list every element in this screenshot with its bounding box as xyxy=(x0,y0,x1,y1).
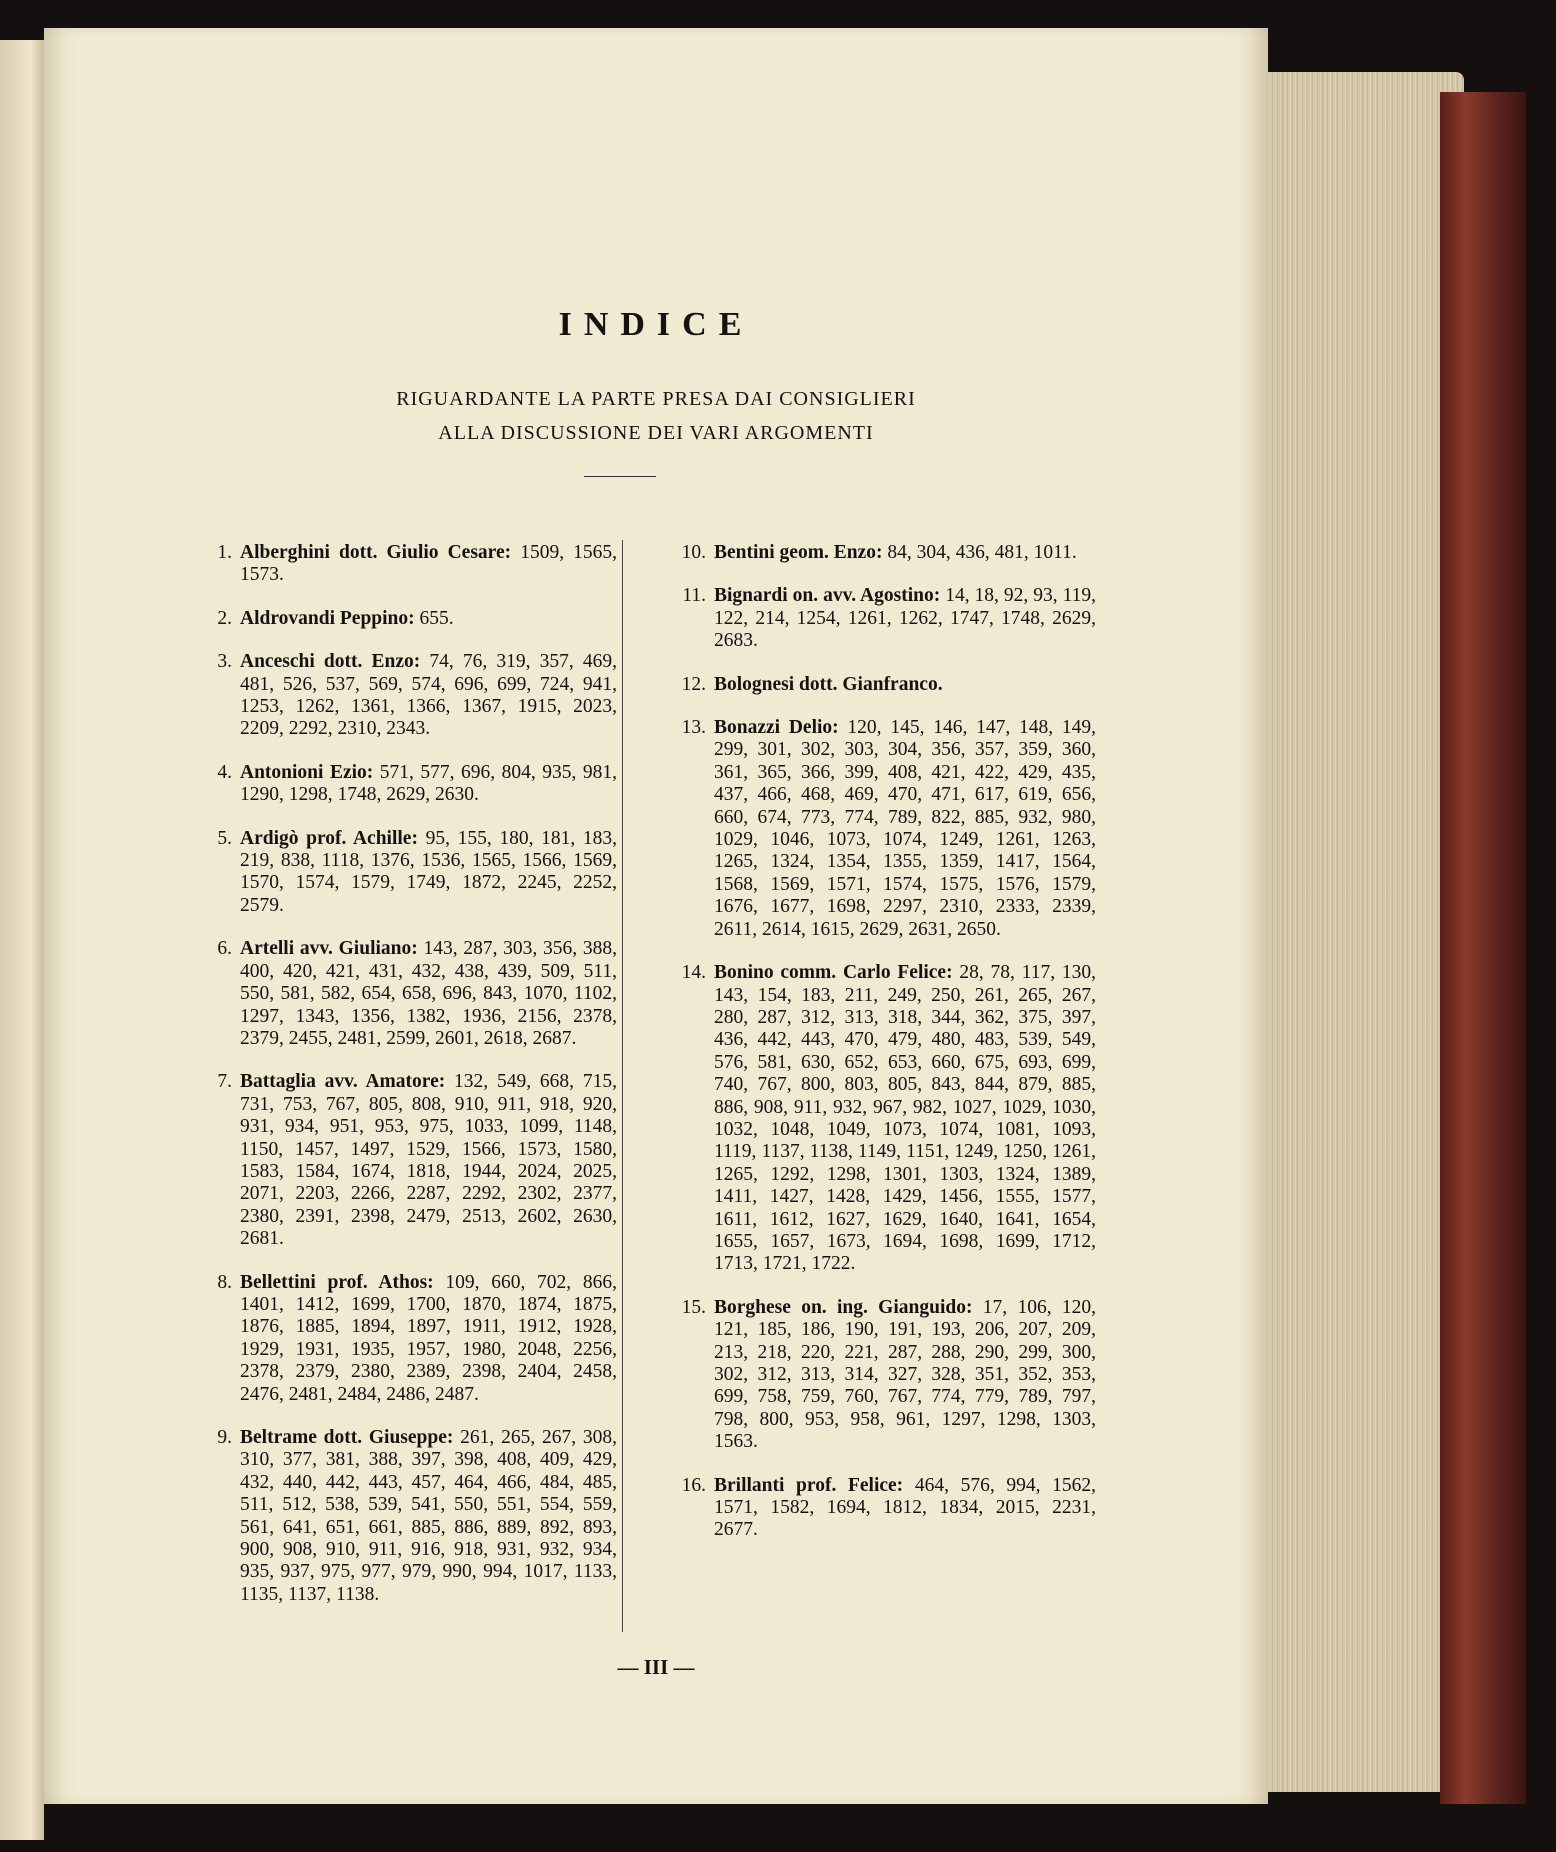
entry-pages: 84, 304, 436, 481, 1011. xyxy=(882,542,1077,563)
entry-pages: 143, 287, 303, 356, 388, 400, 420, 421, 431, 432, 438, 439, 509, 511, 550, 581, 582, 654, 658, 696, 843, 1070, 1102, 1297, 1343, 1356, 1382, 1936, 2156, 2378, 2379, 2455, 2481, 2599, 2601, 2618, 2687. xyxy=(240,938,618,1049)
entry-pages: 1509, 1565, 1573. xyxy=(240,542,617,586)
entry-name: Ardigò prof. Achille: xyxy=(240,827,418,849)
entry-number: 12. xyxy=(681,673,706,695)
entry-name: Borghese on. ing. Gianguido: xyxy=(714,1296,973,1318)
entry-number: 7. xyxy=(217,1071,232,1093)
entry-pages: 132, 549, 668, 715, 731, 753, 767, 805, 808, 910, 911, 918, 920, 931, 934, 951, 953, 975, 1033, 1099, 1148, 1150, 1457, 1497, 1529, 1566, 1573, 1580, 1583, 1584, 1674, 1818, 1944, 2024, 2025, 2071, 2203, 2266, 2287, 2292, 2302, 2377, 2380, 2391, 2398, 2479, 2513, 2602, 2630, 2681. xyxy=(240,1071,617,1250)
entry-pages: 28, 78, 117, 130, 143, 154, 183, 211, 249, 250, 261, 265, 267, 280, 287, 312, 313, 318, 344, 362, 375, 397, 436, 442, 443, 470, 479, 480, 483, 539, 549, 576, 581, 630, 652, 653, 660, 675, 693, 699, 740, 767, 800, 803, 805, 843, 844, 879, 885, 886, 908, 911, 932, 967, 982, 1027, 1029, 1030, 1032, 1048, 1049, 1073, 1074, 1081, 1093, 1119, 1137, 1138, 1149, 1151, 1249, 1250, 1261, 1265, 1292, 1298, 1301, 1303, 1324, 1389, 1411, 1427, 1428, 1429, 1456, 1555, 1577, 1611, 1612, 1627, 1629, 1640, 1641, 1654, 1655, 1657, 1673, 1694, 1698, 1699, 1712, 1713, 1721, 1722. xyxy=(714,962,1096,1275)
entry-number: 5. xyxy=(217,827,232,849)
entry-name: Bolognesi dott. Gianfranco. xyxy=(714,673,943,695)
entry-name: Brillanti prof. Felice: xyxy=(714,1474,904,1496)
entry-number: 9. xyxy=(217,1427,232,1448)
index-entry xyxy=(162,608,617,630)
index-entry xyxy=(162,542,617,587)
index-entry xyxy=(162,828,617,918)
column-divider xyxy=(622,540,623,1632)
entry-name: Aldrovandi Peppino: xyxy=(240,607,415,629)
entry-number: 10. xyxy=(681,542,706,563)
entry-number: 14. xyxy=(681,962,706,984)
entry-name: Anceschi dott. Enzo: xyxy=(240,651,421,673)
entry-number: 6. xyxy=(217,938,232,960)
entry-number: 13. xyxy=(681,717,706,739)
entry-pages: 109, 660, 702, 866, 1401, 1412, 1699, 1700, 1870, 1874, 1875, 1876, 1885, 1894, 1897, 1911, 1912, 1928, 1929, 1931, 1935, 1957, 1980, 2048, 2256, 2378, 2379, 2380, 2389, 2398, 2404, 2458, 2476, 2481, 2484, 2486, 2487. xyxy=(240,1271,618,1405)
index-entry xyxy=(162,651,617,741)
book-cover-edge xyxy=(1440,92,1526,1804)
index-entry xyxy=(162,1071,617,1250)
index-entry xyxy=(636,674,1096,696)
entry-name: Bellettini prof. Athos: xyxy=(240,1271,434,1293)
title-rule xyxy=(584,476,656,477)
entry-number: 3. xyxy=(217,651,232,673)
entry-name: Bentini geom. Enzo: xyxy=(714,542,883,563)
entry-number: 16. xyxy=(681,1474,706,1496)
page-title: INDICE xyxy=(558,306,754,343)
entry-number: 8. xyxy=(217,1271,232,1293)
entry-pages: 95, 155, 180, 181, 183, 219, 838, 1118, 1376, 1536, 1565, 1566, 1569, 1570, 1574, 1579, 1749, 1872, 2245, 2252, 2579. xyxy=(240,827,617,916)
subtitle-line-2: ALLA DISCUSSIONE DEI VARI ARGOMENTI xyxy=(438,422,874,444)
entry-name: Artelli avv. Giuliano: xyxy=(240,938,418,960)
subtitle-line-1: RIGUARDANTE LA PARTE PRESA DAI CONSIGLIERI xyxy=(396,388,916,410)
entry-name: Bignardi on. avv. Agostino: xyxy=(714,585,941,607)
index-entry xyxy=(636,717,1096,941)
index-entry xyxy=(636,585,1096,652)
page-number: — III — xyxy=(617,1655,695,1679)
index-entry xyxy=(162,762,617,807)
entry-pages: 14, 18, 92, 93, 119, 122, 214, 1254, 1261, 1262, 1747, 1748, 2629, 2683. xyxy=(714,585,1096,652)
entry-name: Alberghini dott. Giulio Cesare: xyxy=(240,542,512,563)
index-column-right xyxy=(636,542,1096,1563)
book-page-block xyxy=(1264,72,1464,1792)
entry-pages: 464, 576, 994, 1562, 1571, 1582, 1694, 1812, 1834, 2015, 2231, 2677. xyxy=(714,1474,1096,1541)
entry-pages: 655. xyxy=(414,607,454,629)
entry-pages: 17, 106, 120, 121, 185, 186, 190, 191, 193, 206, 207, 209, 213, 218, 220, 221, 287, 288, 290, 299, 300, 302, 312, 313, 314, 327, 328, 351, 352, 353, 699, 758, 759, 760, 767, 774, 779, 789, 797, 798, 800, 953, 958, 961, 1297, 1298, 1303, 1563. xyxy=(714,1296,1097,1453)
entry-pages: 571, 577, 696, 804, 935, 981, 1290, 1298, 1748, 2629, 2630. xyxy=(240,761,617,806)
entry-number: 2. xyxy=(217,607,232,629)
entry-name: Beltrame dott. Giuseppe: xyxy=(240,1427,454,1448)
index-entry xyxy=(162,1427,617,1606)
index-page xyxy=(44,28,1268,1804)
index-entry xyxy=(636,542,1096,564)
index-entry xyxy=(636,1297,1096,1454)
entry-number: 11. xyxy=(682,585,706,607)
entry-name: Bonazzi Delio: xyxy=(714,717,839,739)
entry-number: 15. xyxy=(681,1296,706,1318)
entry-pages: 261, 265, 267, 308, 310, 377, 381, 388, 397, 398, 408, 409, 429, 432, 440, 442, 443, 457, 464, 466, 484, 485, 511, 512, 538, 539, 541, 550, 551, 554, 559, 561, 641, 651, 661, 885, 886, 889, 892, 893, 900, 908, 910, 911, 916, 918, 931, 932, 934, 935, 937, 975, 977, 979, 990, 994, 1017, 1133, 1135, 1137, 1138. xyxy=(240,1427,617,1605)
entry-number: 4. xyxy=(217,761,232,783)
index-entry xyxy=(636,962,1096,1276)
facing-page-edge xyxy=(0,40,44,1840)
entry-name: Battaglia avv. Amatore: xyxy=(240,1071,446,1093)
index-entry xyxy=(636,1475,1096,1542)
index-entry xyxy=(162,938,617,1050)
index-entry xyxy=(162,1272,617,1406)
entry-number: 1. xyxy=(217,542,232,563)
index-column-left xyxy=(162,542,617,1627)
entry-name: Bonino comm. Carlo Felice: xyxy=(714,962,953,984)
entry-name: Antonioni Ezio: xyxy=(240,761,374,783)
entry-pages: 74, 76, 319, 357, 469, 481, 526, 537, 569, 574, 696, 699, 724, 941, 1253, 1262, 1361, 1366, 1367, 1915, 2023, 2209, 2292, 2310, 2343. xyxy=(240,651,618,740)
entry-pages: 120, 145, 146, 147, 148, 149, 299, 301, 302, 303, 304, 356, 357, 359, 360, 361, 365, 366, 399, 408, 421, 422, 429, 435, 437, 466, 468, 469, 470, 471, 617, 619, 656, 660, 674, 773, 774, 789, 822, 885, 932, 980, 1029, 1046, 1073, 1074, 1249, 1261, 1263, 1265, 1324, 1354, 1355, 1359, 1417, 1564, 1568, 1569, 1571, 1574, 1575, 1576, 1579, 1676, 1677, 1698, 2297, 2310, 2333, 2339, 2611, 2614, 1615, 2629, 2631, 2650. xyxy=(714,717,1097,940)
